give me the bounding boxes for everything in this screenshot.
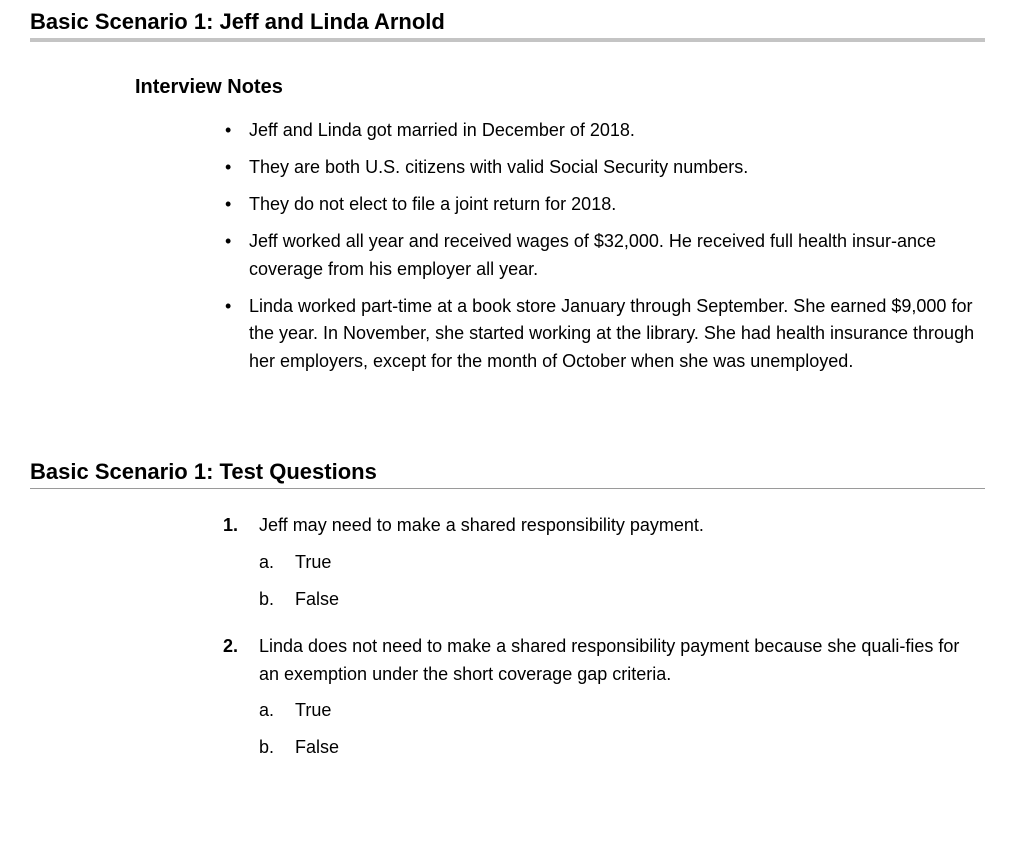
note-item bbox=[225, 228, 980, 283]
bullet-icon: • bbox=[225, 120, 232, 140]
question-item bbox=[223, 512, 983, 613]
choice-label: b. bbox=[259, 588, 275, 609]
answer-choice bbox=[259, 697, 983, 725]
test-questions-title: Basic Scenario 1: Test Questions bbox=[30, 459, 377, 484]
answer-choices bbox=[259, 549, 983, 614]
bullet-icon: • bbox=[225, 157, 232, 177]
scenario-title: Basic Scenario 1: Jeff and Linda Arnold bbox=[30, 9, 445, 34]
bullet-icon: • bbox=[225, 194, 232, 214]
answer-choice bbox=[259, 734, 983, 762]
question-text: Linda does not need to make a shared responsibility payment because she quali-fies for an exemption under the short coverage gap criteria. bbox=[259, 636, 960, 684]
answer-choice bbox=[259, 586, 983, 614]
question-item bbox=[223, 633, 983, 762]
note-text: Linda worked part-time at a book store January through September. She earned $9,000 for the year. In November, she started working at the library. She had health insurance through her employers, except for the month of October when she was unemployed. bbox=[249, 295, 975, 371]
question-number: 2. bbox=[223, 636, 239, 656]
bullet-icon: • bbox=[225, 295, 232, 316]
section-divider bbox=[30, 488, 985, 489]
note-text: They are both U.S. citizens with valid Social Security numbers. bbox=[249, 157, 749, 177]
choice-text: True bbox=[295, 551, 332, 572]
note-text: They do not elect to file a joint return for 2018. bbox=[249, 194, 617, 214]
note-item bbox=[225, 154, 980, 182]
choice-label: b. bbox=[259, 737, 275, 757]
choice-text: False bbox=[295, 737, 340, 757]
interview-notes-heading: Interview Notes bbox=[135, 76, 283, 98]
note-item bbox=[225, 191, 980, 219]
answer-choices bbox=[259, 697, 983, 762]
title-divider bbox=[30, 38, 985, 42]
choice-text: True bbox=[295, 700, 332, 720]
question-text: Jeff may need to make a shared responsibility payment. bbox=[259, 515, 704, 535]
note-item bbox=[225, 117, 980, 145]
note-text: Jeff and Linda got married in December of 2018. bbox=[249, 120, 635, 140]
choice-text: False bbox=[295, 588, 340, 609]
question-number: 1. bbox=[223, 515, 239, 535]
interview-notes-list bbox=[225, 117, 980, 385]
test-questions-list bbox=[223, 512, 983, 782]
choice-label: a. bbox=[259, 551, 275, 572]
answer-choice bbox=[259, 549, 983, 577]
note-text: Jeff worked all year and received wages of $32,000. He received full health insur-ance coverage from his employer all year. bbox=[249, 231, 937, 279]
bullet-icon: • bbox=[225, 231, 232, 251]
choice-label: a. bbox=[259, 700, 275, 720]
note-item bbox=[225, 293, 980, 376]
